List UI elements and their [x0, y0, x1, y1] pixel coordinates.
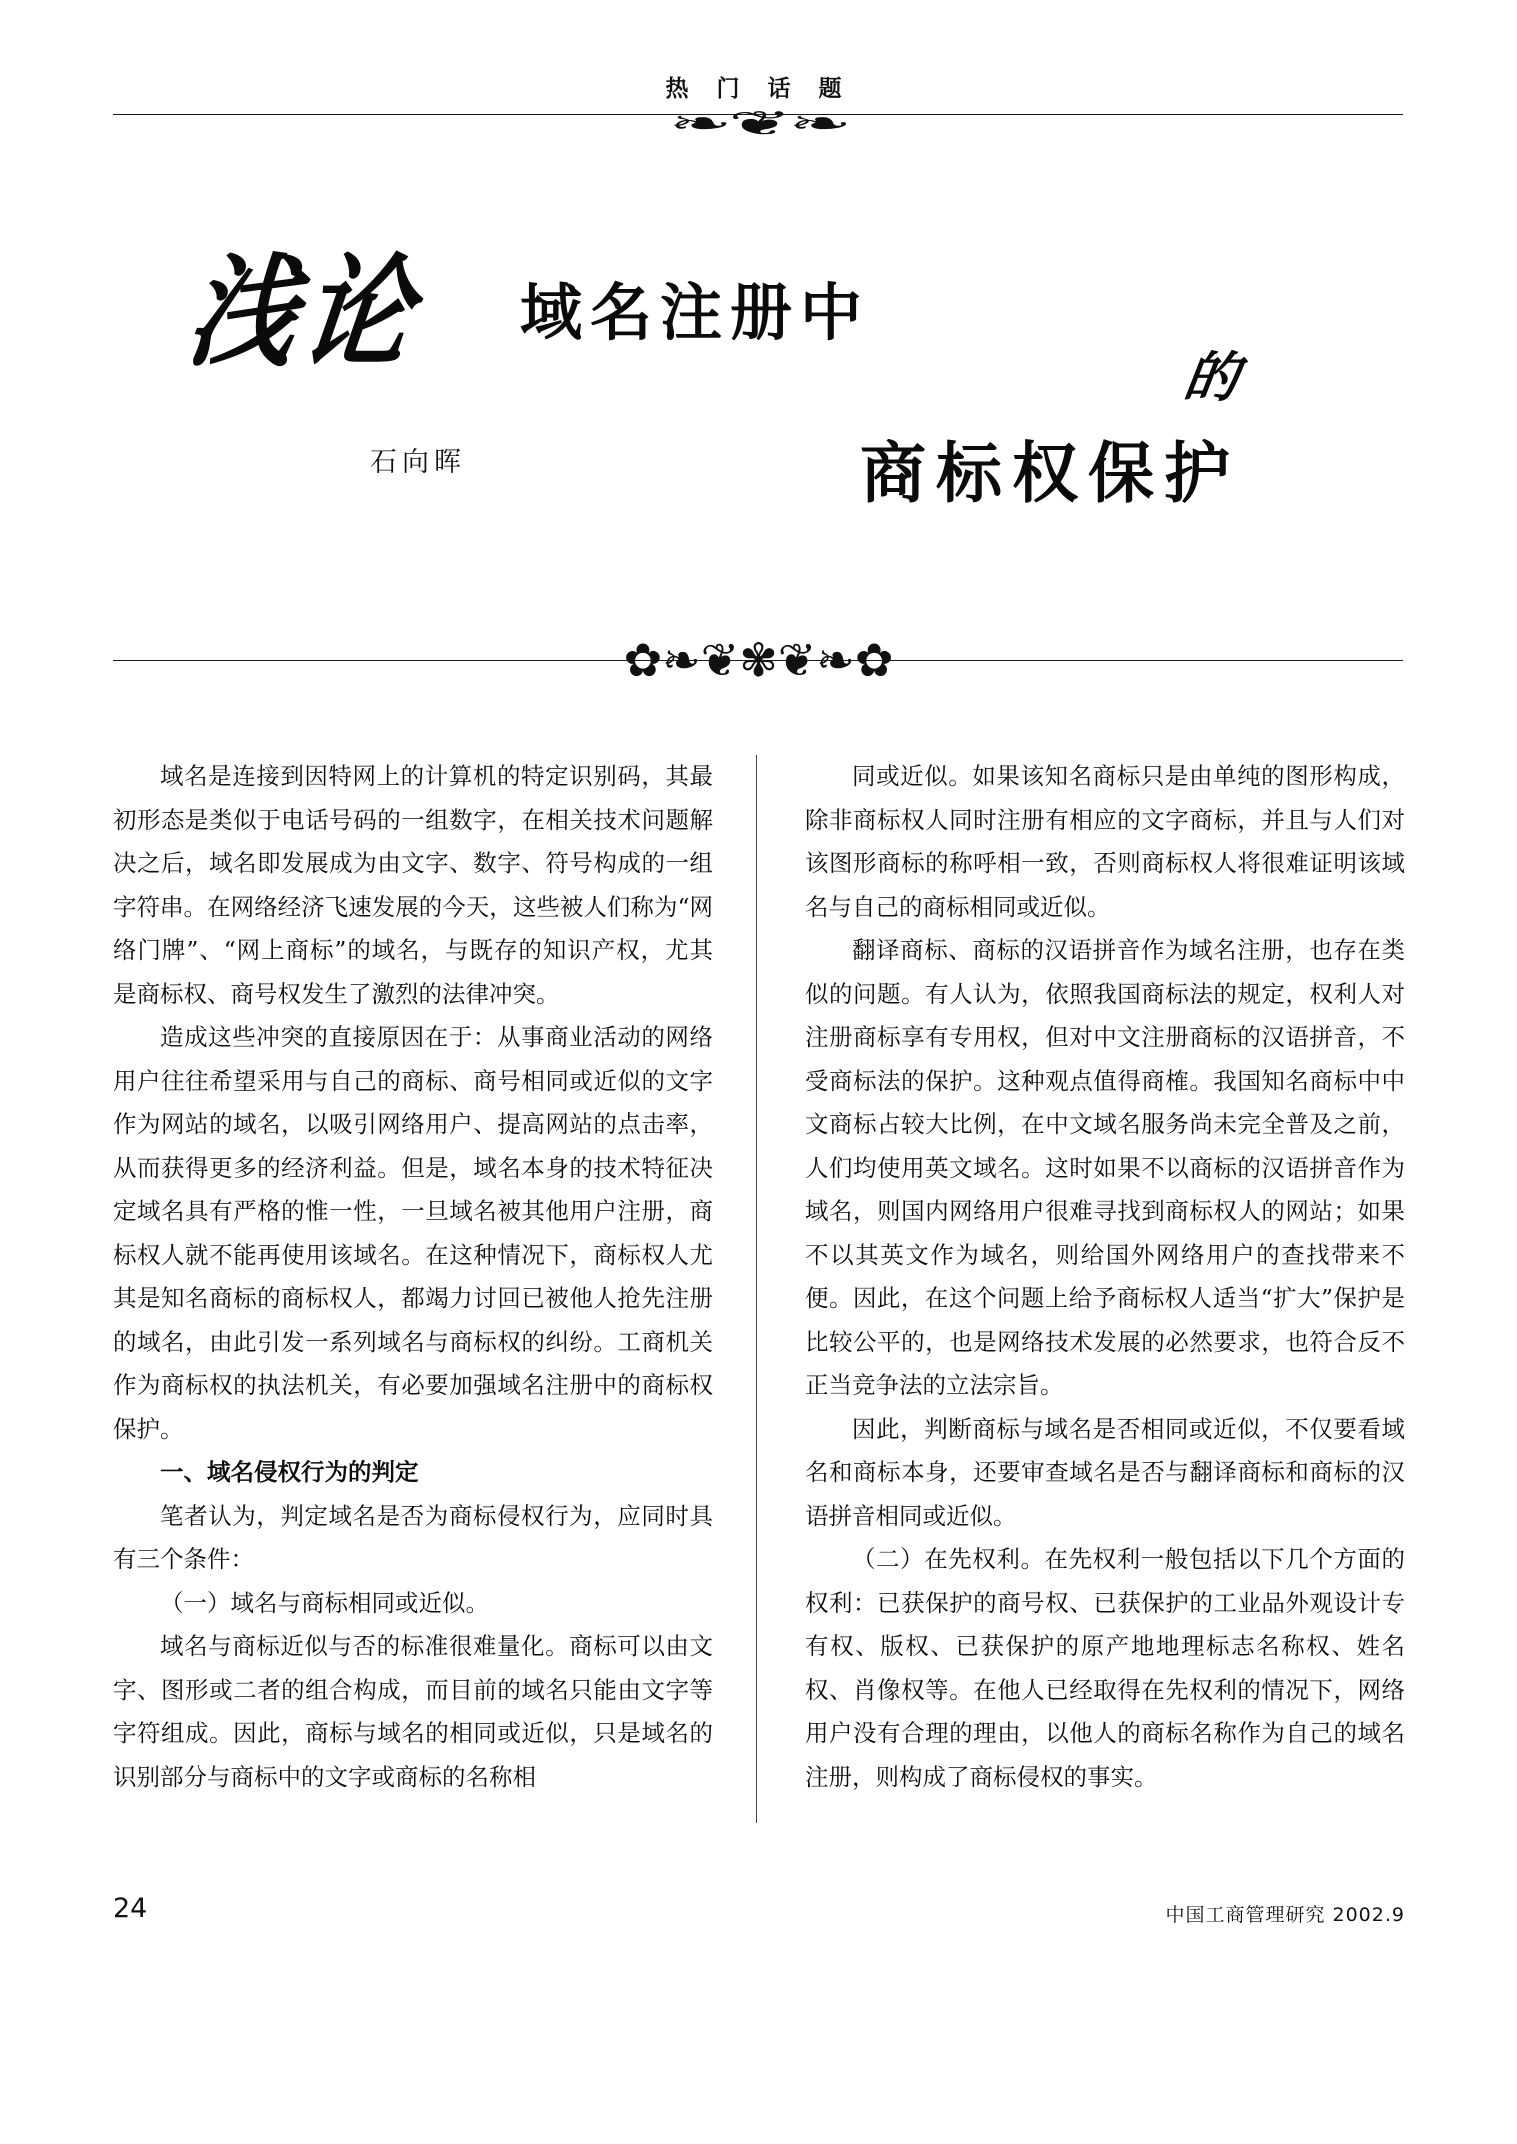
author-name: 石向晖: [370, 447, 466, 478]
paragraph: 造成这些冲突的直接原因在于：从事商业活动的网络用户往往希望采用与自己的商标、商号相同或近似的文字作为网站的域名，以吸引网络用户、提高网站的点击率，从而获得更多的经济利益。但是，域名本身的技术特征决定域名具有严格的惟一性，一旦域名被其他用户注册，商标权人就不能再使用该域名。在这种情况下，商标权人尤其是知名商标的商标权人，都竭力讨回已被他人抢先注册的域名，由此引发一系列域名与商标权的纠纷。工商机关作为商标权的执法机关，有必要加强域名注册中的商标权保护。: [113, 1023, 713, 1443]
paragraph: 域名与商标近似与否的标准很难量化。商标可以由文字、图形或二者的组合构成，而目前的域名只能由文字等字符组成。因此，商标与域名的相同或近似，只是域名的识别部分与商标中的文字或商标的名称相: [113, 1632, 713, 1791]
header-ornament-icon: ❧❦❧: [668, 104, 849, 144]
paragraph: 翻译商标、商标的汉语拼音作为域名注册，也存在类似的问题。有人认为，依照我国商标法的规定，权利人对注册商标享有专用权，但对中文注册商标的汉语拼音，不受商标法的保护。这种观点值得商榷。我国知名商标中中文商标占较大比例，在中文域名服务尚未完全普及之前，人们均使用英文域名。这时如果不以商标的汉语拼音作为域名，则国内网络用户很难寻找到商标权人的网站；如果不以其英文作为域名，则给国外网络用户的查找带来不便。因此，在这个问题上给予商标权人适当“扩大”保护是比较公平的，也是网络技术发展的必然要求，也符合反不正当竞争法的立法宗旨。: [805, 936, 1405, 1399]
column-separator-rule: [756, 755, 757, 1823]
left-column: [113, 755, 713, 1825]
page-header: [0, 70, 1517, 170]
journal-source: 中国工商管理研究 2002.9: [1165, 1904, 1405, 1926]
article-title-block: [150, 215, 1400, 545]
paragraph: （二）在先权利。在先权利一般包括以下几个方面的权利：已获保护的商号权、已获保护的工业品外观设计专有权、版权、已获保护的原产地地理标志名称权、姓名权、肖像权等。在他人已经取得在先权利的情况下，网络用户没有合理的理由，以他人的商标名称作为自己的域名注册，则构成了商标侵权的事实。: [805, 1545, 1405, 1791]
title-line-one: 域名注册中: [520, 276, 871, 349]
page-number: 24: [113, 1893, 148, 1924]
paragraph: 因此，判断商标与域名是否相同或近似，不仅要看域名和商标本身，还要审查域名是否与翻译商标和商标的汉语拼音相同或近似。: [805, 1414, 1405, 1530]
title-lead-word: 浅论: [180, 242, 426, 384]
paragraph: （一）域名与商标相同或近似。: [160, 1588, 489, 1617]
right-column: [805, 755, 1405, 1825]
title-particle: 的: [1180, 345, 1244, 409]
article-body: [113, 755, 1405, 1825]
title-line-two: 商标权保护: [860, 435, 1240, 512]
title-ornament-icon: ✿❧❦✾❦❧✿: [623, 633, 894, 687]
paragraph: 域名是连接到因特网上的计算机的特定识别码，其最初形态是类似于电话号码的一组数字，在相关技术问题解决之后，域名即发展成为由文字、数字、符号构成的一组字符串。在网络经济飞速发展的今天，这些被人们称为“网络门牌”、“网上商标”的域名，与既存的知识产权，尤其是商标权、商号权发生了激烈的法律冲突。: [113, 762, 713, 1008]
section-heading: 一、域名侵权行为的判定: [160, 1458, 419, 1486]
paragraph: 同或近似。如果该知名商标只是由单纯的图形构成，除非商标权人同时注册有相应的文字商标，并且与人们对该图形商标的称呼相一致，否则商标权人将很难证明该域名与自己的商标相同或近似。: [805, 762, 1405, 921]
section-label: 热 门 话 题: [665, 76, 852, 102]
paragraph: 笔者认为，判定域名是否为商标侵权行为，应同时具有三个条件：: [113, 1501, 713, 1573]
